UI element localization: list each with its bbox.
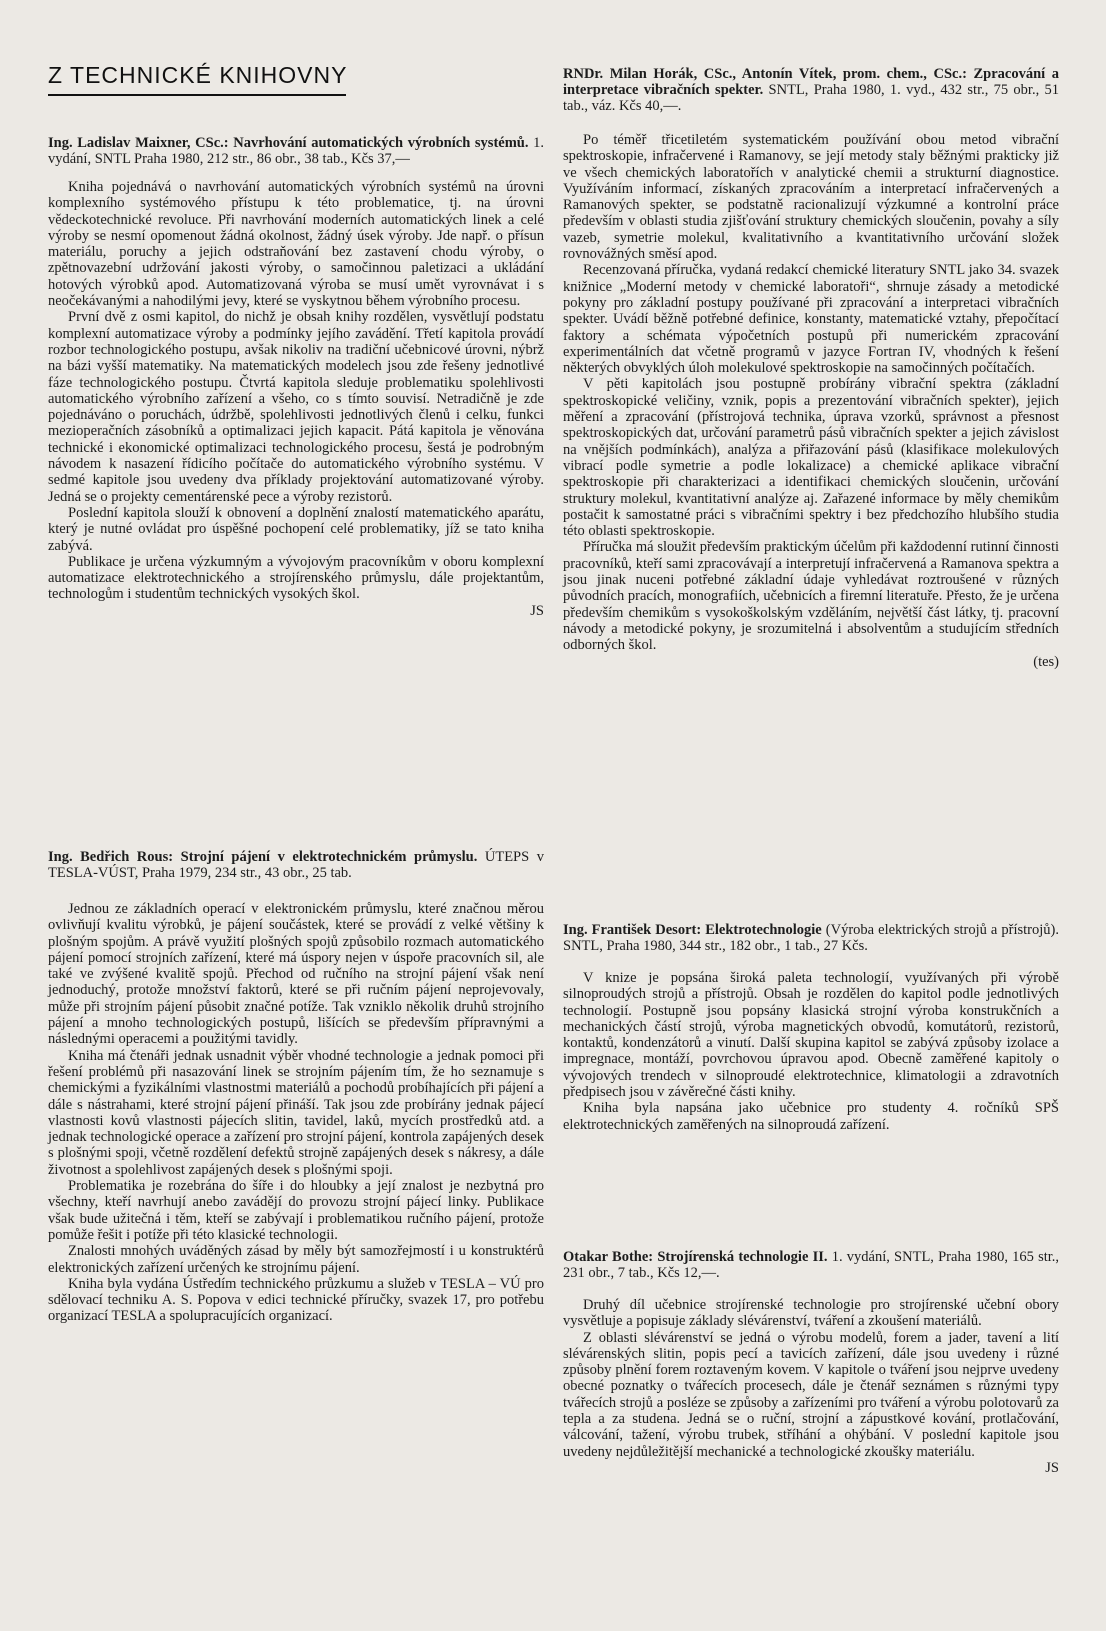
review-paragraph: Z oblasti slévárenství se jedná o výrobu modelů, forem a jader, tavení a lití slévárenských slitin, popis pecí a tavicích zařízení, dále jsou uvedeny i různé způsoby plnění forem roztaveným kovem. V kapitole o tváření jsou nejprve uvedeny obecné poznatky o tvářecích procesech, dále je čtenář seznámen s různými typy tvářecích strojů a posléze se způsoby a zařízeními pro tváření a výrobu polotovarů za tepla a za studena. Jedná se o ruční, strojní a zápustkové kování, protlačování, válcování, tažení, výrobu trubek, stříhání a ohýbání. V poslední kapitole jsou uvedeny nejdůležitější mechanické a technologické zkoušky materiálu.	[563, 1329, 1059, 1460]
review-paragraph: Kniha byla vydána Ústředím technického průzkumu a služeb v TESLA – VÚ pro sdělovací techniku A. S. Popova v edici technické příručky, svazek 17, pro potřebu organizací TESLA a spolupracujících organizací.	[48, 1275, 544, 1325]
review-author: Ing. Ladislav Maixner, CSc.:	[48, 135, 229, 151]
title-underline	[48, 94, 346, 96]
review-book-title: Strojírenská technologie II.	[657, 1249, 828, 1265]
review-paragraph: Poslední kapitola slouží k obnovení a doplnění znalostí matematického aparátu, který je nutné ovládat pro úspěšné pochopení celé problematiky, jíž se tato kniha zabývá.	[48, 504, 544, 554]
review-paragraph: Kniha má čtenáři jednak usnadnit výběr vhodné technologie a jednak pomoci při řešení problémů při nasazování linek se strojním pájením tím, že ho seznamuje s chemickými a fyzikálními vlastnostmi materiálů a pochodů probíhajících při pájení a dále s nástrahami, které strojní pájení přináší. Tak jsou zde probírány jednak pájecí vlastnosti kovů vlastnosti pájecích slitin, tavidel, laků, mycích prostředků atd. a jednak technologické operace a zařízení pro strojní pájení, kontrola zapájených desek s plošnými spoji, včetně rozdělení defektů strojně zapájených desek s nákresy, a dále životnost a spolehlivost zapájených desek s plošnými spoji.	[48, 1047, 544, 1178]
review-paragraph: V knize je popsána široká paleta technologií, využívaných při výrobě silnoproudých strojů a přístrojů. Obsah je rozdělen do kapitol podle jednotlivých technologií. Postupně jsou popsány klasická strojní výroba konstrukčních a mechanických částí strojů, výroba magnetických obvodů, komutátorů, rezistorů, kontaktů, kondenzátorů a vinutí. Další skupina kapitol se zabývá způsoby izolace a impregnace, montáží, povrchovou úpravou apod. Obecně zaměřené kapitoly o vývojových trendech v silnoproudé elektrotechnice, klimatologii a zdravotních předpisech jsou v závěrečné části knihy.	[563, 970, 1059, 1101]
review-author: Otakar Bothe:	[563, 1249, 654, 1265]
review-signature: JS	[1045, 1459, 1059, 1476]
review-desort	[563, 922, 1059, 1133]
review-signature: JS	[530, 602, 544, 619]
review-pubinfo: (Výroba elektrických strojů a přístrojů). SNTL, Praha 1980, 344 str., 182 obr., 1 tab., 27 Kčs.	[563, 922, 1059, 954]
review-paragraph: První dvě z osmi kapitol, do nichž je obsah knihy rozdělen, vysvětlují podstatu komplexní automatizace výroby a podmínky jejího zavádění. Třetí kapitola provádí rozbor technologického postupu, avšak nikoliv na tradiční učebnicové úrovni, nýbrž na bázi vyšší matematiky. Na matematických modelech jsou zde řešeny jednotlivé fáze technologického postupu. Čtvrtá kapitola sleduje problematiku spolehlivosti automatického výrobního zařízení a všeho, co s tímto souvisí. Netradičně je zde pojednáváno o poruchách, údržbě, spolehlivosti jednotlivých členů i celku, funkci mezioperačních zásobníků a optimalizaci jejich kapacit. Pátá kapitola je věnována technické i ekonomické optimalizaci technologického procesu, šestá je podrobným návodem k nasazení řídicího počítače do automatického výrobního systému. V sedmé kapitole jsou uvedeny dva příklady projektování automatizované výroby. Jedná se o projekty cementárenské pece a výroby rezistorů.	[48, 309, 544, 505]
review-heading	[563, 66, 1059, 114]
review-pubinfo: SNTL, Praha 1980, 1. vyd., 432 str., 75 obr., 51 tab., váz. Kčs 40,—.	[563, 82, 1059, 114]
review-maixner	[48, 135, 544, 619]
review-author: Ing. František Desort:	[563, 922, 702, 938]
review-book-title: Strojní pájení v elektrotechnickém průmyslu.	[180, 849, 478, 865]
review-bothe	[563, 1249, 1059, 1476]
review-paragraph: Problematika je rozebrána do šíře i do hloubky a její znalost je nezbytná pro všechny, kteří navrhují anebo zavádějí do provozu strojní pájecí linky. Publikace však bude užitečná i těm, kteří se zabývají i problematikou ručního pájení, protože pomůže řešit i potíže při této klasické technologii.	[48, 1178, 544, 1243]
review-paragraph: Publikace je určena výzkumným a vývojovým pracovníkům v oboru komplexní automatizace elektrotechnického a strojírenského průmyslu, dále projektantům, technologům i studentům technických vysokých škol.	[48, 553, 544, 603]
review-author: RNDr. Milan Horák, CSc., Antonín Vítek, prom. chem., CSc.:	[563, 66, 967, 82]
review-body	[563, 970, 1059, 1133]
review-body	[48, 179, 544, 619]
review-body	[563, 1297, 1059, 1476]
review-rous	[48, 849, 544, 1325]
review-heading	[48, 135, 544, 167]
review-horak-vitek	[563, 66, 1059, 670]
review-paragraph: Znalosti mnohých uváděných zásad by měly být samozřejmostí i u konstruktérů elektronických zařízení určených ke strojnímu pájení.	[48, 1243, 544, 1276]
review-book-title: Elektrotechnologie	[705, 922, 822, 938]
review-book-title: Navrhování automatických výrobních systémů.	[233, 135, 529, 151]
review-body	[563, 132, 1059, 670]
review-author: Ing. Bedřich Rous:	[48, 849, 174, 865]
review-book-title: Zpracování a interpretace vibračních spekter.	[563, 66, 1060, 98]
review-paragraph: Kniha pojednává o navrhování automatických výrobních systémů na úrovni komplexního systémového přístupu k této problematice, tj. na úrovni vědeckotechnické revoluce. Při navrhování moderních automatických linek a celé výroby se nesmí opomenout žádná okolnost, žádný úsek výroby. Jde např. o přísun materiálu, poruchy a jejich odstraňování bez zastavení chodu výroby, o zpětnovazební udržování jakosti výroby, o samočinnou paletizaci a ukládání hotových výrobků apod. Automatizovaná výroba se musí umět vyrovnávat i s neočekávanými a nahodilými jevy, které se vyskytnou během výrobního procesu.	[48, 179, 544, 310]
review-heading	[48, 849, 544, 881]
section-title: Z TECHNICKÉ KNIHOVNY	[48, 62, 348, 88]
review-heading	[563, 922, 1059, 954]
review-paragraph: Kniha byla napsána jako učebnice pro studenty 4. ročníků SPŠ elektrotechnických zaměřených na silnoproudá zařízení.	[563, 1100, 1059, 1133]
review-paragraph: Druhý díl učebnice strojírenské technologie pro strojírenské učební obory vysvětluje a popisuje základy slévárenství, tváření a zkoušení materiálů.	[563, 1297, 1059, 1330]
review-paragraph: V pěti kapitolách jsou postupně probírány vibrační spektra (základní spektroskopické veličiny, vznik, popis a prezentování vibračních spekter), jejich měření a zpracování (přístrojová technika, úprava vzorků, správnost a přesnost spektroskopických dat, určování parametrů pásů vibračních spekter a jejich závislost na vnějších podmínkách), analýza a přiřazování pásů (klasifikace molekulových vibrací podle symetrie a podle lokalizace) a chemické aplikace vibrační spektroskopie při charakterizaci a identifikaci chemických sloučenin, určování struktury molekul, kvantitativní analýze aj. Zařazené informace by měly chemikům postačit k samostatné práci s vibračními spektry i bez předchozího hlubšího studia této oblasti spektroskopie.	[563, 376, 1059, 540]
review-heading	[563, 1249, 1059, 1281]
review-paragraph: Jednou ze základních operací v elektronickém průmyslu, které značnou měrou ovlivňují kvalitu výrobků, je pájení součástek, které se provádí z velké většiny k plošným spojům. A právě využití plošných spojů způsobilo rozmach automatického pájení pomocí strojních zařízení, které má úspory nejen v úspoře pracovních sil, ale také ve zvýšené kvalitě spojů. Přechod od ručního na strojní pájení však není jednoduchý, protože množství faktorů, které se při ručním pájení neprojevovaly, může při strojním pájení působit značné potíže. Tak vzniklo několik druhů strojního pájení a mnoho technologických postupů, lišících se především přípravnými a následnými operacemi a použitými tavidly.	[48, 901, 544, 1048]
review-paragraph: Po téměř třicetiletém systematickém používání obou metod vibrační spektroskopie, infračervené i Ramanovy, se její metody staly běžnými prakticky již ve všech chemických laboratořích v analytické chemii a strukturní diagnostice. Využíváním informací, získaných zpracováním a interpretací infračervených a Ramanových spekter, se podstatně racionalizují výzkumné a kontrolní práce především v oblasti studia zjišťování struktury chemických sloučenin, povahy a síly vazeb, symetrie molekul, kvalitativního a kvantitativního určování složek rovnovážných směsí apod.	[563, 132, 1059, 263]
review-paragraph: Příručka má sloužit především praktickým účelům při každodenní rutinní činnosti pracovníků, kteří sami zpracovávají a interpretují infračervená a Ramanova spektra a jsou jinak nuceni potřebné základní údaje vyhledávat roztroušené v různých původních pracích, monografiích, učebnicích a firemní literatuře. Přesto, že je určena především chemikům s vysokoškolským vzděláním, největší část látky, tj. pracovní návody a metodické pokyny, je srozumitelná i absolventům a studujícím středních odborných škol.	[563, 539, 1059, 654]
review-pubinfo: ÚTEPS v TESLA-VÚST, Praha 1979, 234 str., 43 obr., 25 tab.	[48, 849, 544, 881]
review-pubinfo: 1. vydání, SNTL, Praha 1980, 165 str., 231 obr., 7 tab., Kčs 12,—.	[563, 1249, 1060, 1281]
review-body	[48, 901, 544, 1325]
review-pubinfo: 1. vydání, SNTL Praha 1980, 212 str., 86 obr., 38 tab., Kčs 37,—	[48, 135, 545, 167]
review-paragraph: Recenzovaná příručka, vydaná redakcí chemické literatury SNTL jako 34. svazek knižnice „Moderní metody v chemické laboratoři“, shrnuje zásady a metodické pokyny pro základní postupy používané při zpracování a interpretaci vibračních spekter. Uvádí běžně potřebné definice, konstanty, matematické vztahy, přepočítací faktory a schémata výpočetních postupů při numerickém zpracování experimentálních dat včetně programů v jazyce Fortran IV, vhodných k řešení některých obvyklých úloh molekulové spektroskopie na samočinných počítačích.	[563, 262, 1059, 377]
review-signature: (tes)	[1033, 653, 1059, 670]
